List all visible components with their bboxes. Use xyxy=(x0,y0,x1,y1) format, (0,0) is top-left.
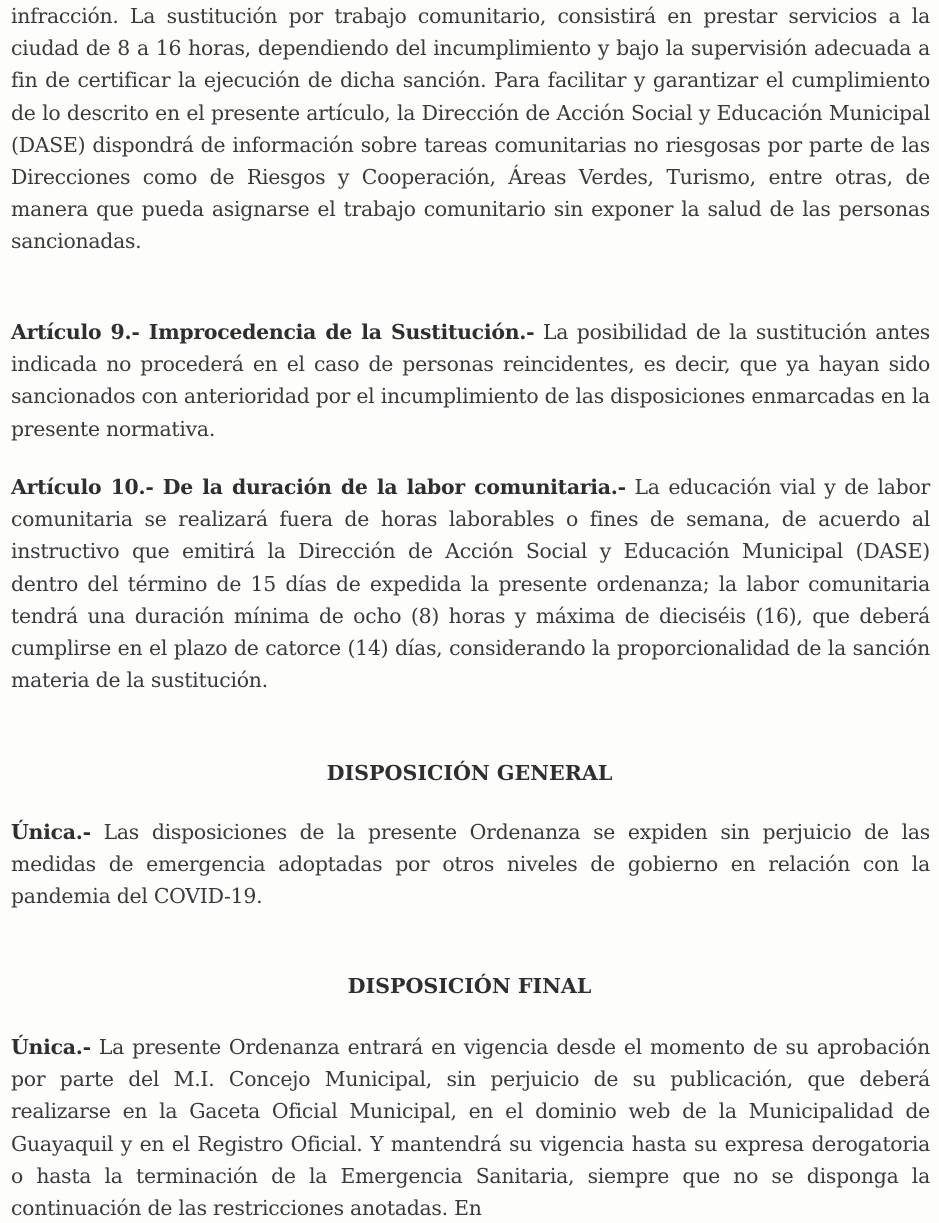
final-provision-body: La presente Ordenanza entrará en vigencia desde el momento de su aprobación por parte del M.I. Concejo Municipal, sin perjuicio de su publicación, que deberá realizarse en la Gaceta Oficial Municipal, en el dominio web de la Municipalidad de Guayaquil y en el Registro Oficial. Y mantendrá su vigencia hasta su expresa derogatoria o hasta la terminación de la Emergencia Sanitaria, siempre que no se disponga la continuación de las restricciones anotadas. En xyxy=(11,1035,930,1221)
article-9-title: Artículo 9.- Improcedencia de la Sustitución.- xyxy=(11,320,535,344)
general-provision-heading: DISPOSICIÓN GENERAL xyxy=(326,761,613,785)
general-provision-title: Única.- xyxy=(11,820,91,844)
article-10-paragraph xyxy=(11,471,930,696)
intro-paragraph xyxy=(11,0,930,258)
general-provision-body: Las disposiciones de la presente Ordenanza se expiden sin perjuicio de las medidas de emergencia adoptadas por otros niveles de gobierno en relación con la pandemia del COVID-19. xyxy=(11,820,930,909)
final-provision-title: Única.- xyxy=(11,1035,91,1059)
general-provision-paragraph xyxy=(11,816,930,913)
intro-text: infracción. La sustitución por trabajo comunitario, consistirá en prestar servicios a la ciudad de 8 a 16 horas, dependiendo del incumplimiento y bajo la supervisión adecuada a fin de certificar la ejecución de dicha sanción. Para facilitar y garantizar el cumplimiento de lo descrito en el presente artículo, la Dirección de Acción Social y Educación Municipal (DASE) dispondrá de información sobre tareas comunitarias no riesgosas por parte de las Direcciones como de Riesgos y Cooperación, Áreas Verdes, Turismo, entre otras, de manera que pueda asignarse el trabajo comunitario sin exponer la salud de las personas sancionadas. xyxy=(11,4,930,254)
article-10-title: Artículo 10.- De la duración de la labor comunitaria.- xyxy=(11,475,626,499)
article-9-paragraph xyxy=(11,316,930,445)
final-provision-paragraph xyxy=(11,1031,930,1223)
final-provision-heading: DISPOSICIÓN FINAL xyxy=(347,974,592,998)
article-10-body: La educación vial y de labor comunitaria se realizará fuera de horas laborables o fines de semana, de acuerdo al instructivo que emitirá la Dirección de Acción Social y Educación Municipal (DASE) dentro del término de 15 días de expedida la presente ordenanza; la labor comunitaria tendrá una duración mínima de ocho (8) horas y máxima de dieciséis (16), que deberá cumplirse en el plazo de catorce (14) días, considerando la proporcionalidad de la sanción materia de la sustitución. xyxy=(11,475,930,693)
article-9-body: La posibilidad de la sustitución antes indicada no procederá en el caso de personas reincidentes, es decir, que ya hayan sido sancionados con anterioridad por el incumplimiento de las disposiciones enmarcadas en la presente normativa. xyxy=(11,320,931,441)
